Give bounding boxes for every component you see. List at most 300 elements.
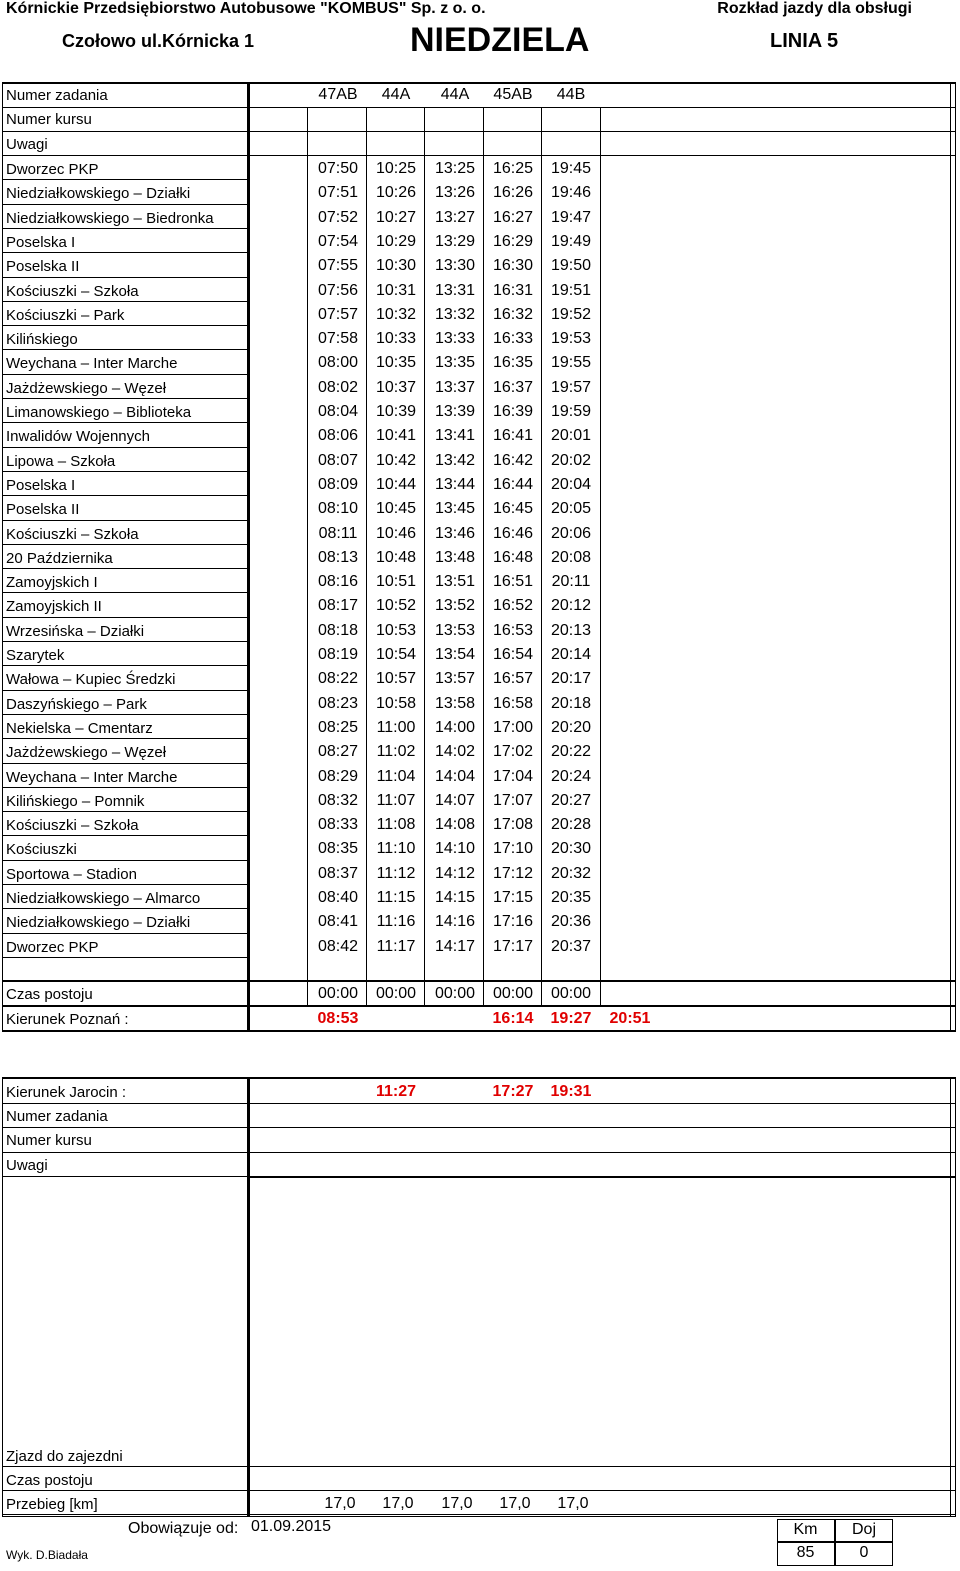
departure-time: 10:58 — [375, 694, 417, 712]
stop-name: Daszyńskiego – Park — [6, 695, 147, 713]
line-number: LINIA 5 — [770, 30, 839, 52]
departure-time: 08:42 — [317, 937, 359, 955]
departure-time: 14:15 — [434, 889, 476, 906]
course-number-label-bottom: Numer kursu — [6, 1132, 92, 1149]
departure-time: 07:50 — [317, 160, 359, 177]
grid-line — [950, 1077, 951, 1517]
grid-line — [2, 277, 249, 278]
departure-time: 13:39 — [434, 403, 476, 420]
stop-name: Zamoyjskich I — [6, 574, 98, 592]
departure-time: 14:08 — [434, 816, 476, 834]
departure-time: 13:27 — [434, 208, 476, 226]
departure-time: 08:41 — [317, 913, 359, 931]
departure-time: 19:59 — [550, 403, 592, 420]
departure-time: 14:00 — [434, 718, 476, 736]
departure-time: 08:19 — [317, 646, 359, 663]
departure-time: 10:46 — [375, 524, 417, 542]
departure-time: 13:30 — [434, 257, 476, 275]
stop-name: Wałowa – Kupiec Średzki — [6, 671, 176, 689]
departure-time: 08:37 — [317, 864, 359, 882]
departure-time: 13:54 — [434, 646, 476, 663]
departure-time: 11:02 — [376, 743, 416, 761]
departure-time: 20:27 — [550, 791, 592, 809]
departure-time: 16:25 — [492, 160, 534, 177]
departure-time: 08:10 — [317, 500, 359, 518]
poznan-direction-label: Kierunek Poznań : — [6, 1011, 129, 1028]
stop-name: Nekielska – Cmentarz — [6, 719, 153, 737]
departure-time: 20:02 — [550, 451, 592, 469]
departure-time: 08:32 — [317, 791, 359, 809]
grid-line — [2, 544, 249, 545]
grid-line — [2, 592, 249, 593]
departure-time: 20:11 — [551, 573, 591, 591]
grid-line — [2, 520, 249, 521]
departure-time: 13:32 — [434, 305, 476, 323]
notes-label-bottom: Uwagi — [6, 1157, 48, 1174]
departure-time: 08:27 — [317, 743, 359, 761]
departure-time: 17:17 — [492, 937, 534, 955]
mileage-label: Przebieg [km] — [6, 1496, 98, 1513]
grid-line — [600, 107, 601, 980]
grid-line — [307, 107, 308, 980]
poznan-connection-time: 08:53 — [317, 1010, 359, 1027]
stop-name: Poselska II — [6, 501, 80, 519]
grid-line — [2, 1077, 3, 1517]
departure-time: 13:52 — [434, 597, 476, 615]
jarocin-connection-time: 17:27 — [492, 1083, 534, 1100]
grid-line — [955, 82, 956, 1032]
stop-name: Sportowa – Stadion — [6, 865, 137, 883]
grid-line — [2, 301, 249, 302]
departure-time: 08:33 — [317, 816, 359, 834]
grid-line — [2, 811, 249, 812]
jarocin-connection-time: 19:31 — [550, 1083, 592, 1100]
departure-time: 20:13 — [550, 621, 592, 639]
grid-line — [2, 665, 249, 666]
grid-line — [2, 1466, 956, 1467]
mileage-value: 17,0 — [557, 1495, 589, 1512]
departure-time: 14:02 — [434, 743, 476, 761]
departure-time: 08:04 — [317, 403, 359, 420]
grid-line — [2, 835, 249, 836]
departure-time: 16:29 — [492, 232, 534, 250]
stop-name: Niedziałkowskiego – Działki — [6, 914, 191, 932]
departure-time: 11:16 — [376, 913, 416, 931]
stop-name: Weychana – Inter Marche — [6, 768, 178, 786]
departure-time: 10:52 — [375, 597, 417, 615]
departure-time: 16:37 — [492, 378, 534, 396]
departure-time: 08:35 — [317, 840, 359, 858]
grid-line — [2, 1127, 956, 1128]
notes-label: Uwagi — [6, 136, 48, 153]
departure-time: 17:12 — [492, 864, 534, 882]
grid-line — [2, 714, 249, 715]
departure-time: 16:42 — [492, 451, 534, 469]
departure-time: 13:58 — [434, 694, 476, 712]
departure-time: 08:25 — [317, 718, 359, 736]
stop-name: Niedziałkowskiego – Działki — [6, 185, 191, 203]
departure-time: 17:07 — [492, 791, 534, 809]
grid-line — [247, 1177, 956, 1178]
departure-time: 16:58 — [492, 694, 534, 712]
departure-time: 10:25 — [375, 160, 417, 177]
stop-name: Poselska I — [6, 233, 76, 251]
departure-time: 07:54 — [317, 232, 359, 250]
departure-time: 20:22 — [550, 743, 592, 761]
departure-time: 11:17 — [376, 937, 416, 955]
departure-time: 19:52 — [550, 305, 592, 323]
departure-time: 13:25 — [434, 160, 476, 177]
departure-time: 20:28 — [550, 816, 592, 834]
departure-time: 13:48 — [434, 548, 476, 566]
stop-name: Dworzec PKP — [6, 161, 99, 178]
departure-time: 10:48 — [375, 548, 417, 566]
grid-line — [2, 349, 249, 350]
km-summary-box — [777, 1519, 893, 1566]
departure-time: 11:08 — [376, 816, 416, 834]
grid-line — [2, 1490, 956, 1491]
departure-time: 10:35 — [375, 354, 417, 372]
departure-time: 14:17 — [434, 937, 476, 955]
grid-line — [2, 568, 249, 569]
layover-label: Czas postoju — [6, 986, 93, 1003]
departure-time: 17:04 — [492, 767, 534, 785]
departure-time: 20:35 — [550, 889, 592, 906]
grid-line — [2, 155, 249, 156]
departure-time: 19:53 — [550, 330, 592, 348]
departure-time: 17:08 — [492, 816, 534, 834]
departure-time: 16:39 — [492, 403, 534, 420]
departure-time: 11:04 — [376, 767, 416, 785]
stop-name: Niedziałkowskiego – Almarco — [6, 890, 201, 907]
grid-line — [2, 82, 956, 84]
departure-time: 10:32 — [375, 305, 417, 323]
departure-time: 08:06 — [317, 427, 359, 445]
jarocin-connection-time: 11:27 — [375, 1083, 417, 1100]
mileage-value: 17,0 — [441, 1495, 473, 1512]
departure-time: 08:23 — [317, 694, 359, 712]
grid-line — [600, 982, 601, 1006]
valid-from-date: 01.09.2015 — [251, 1518, 332, 1535]
departure-time: 10:39 — [375, 403, 417, 420]
grid-line — [2, 1514, 956, 1515]
departure-time: 13:35 — [434, 354, 476, 372]
layover-label-bottom: Czas postoju — [6, 1472, 93, 1489]
mileage-value: 17,0 — [499, 1495, 531, 1512]
departure-time: 08:18 — [317, 621, 359, 639]
stop-name: Jażdżewskiego – Węzeł — [6, 744, 167, 762]
departure-time: 08:13 — [317, 548, 359, 566]
departure-time: 16:45 — [492, 500, 534, 518]
departure-time: 16:52 — [492, 597, 534, 615]
grid-line — [2, 763, 249, 764]
departure-time: 13:31 — [434, 281, 476, 299]
day-title: NIEDZIELA — [410, 21, 590, 59]
grid-line — [2, 617, 249, 618]
jarocin-direction-label: Kierunek Jarocin : — [6, 1084, 127, 1101]
stop-name: Kościuszki — [6, 841, 77, 859]
grid-line — [2, 398, 249, 399]
departure-time: 14:10 — [434, 840, 476, 858]
stop-name: 20 Października — [6, 549, 113, 567]
grid-line — [2, 1103, 956, 1104]
departure-time: 16:32 — [492, 305, 534, 323]
stop-name: Limanowskiego – Biblioteka — [6, 404, 192, 421]
grid-line — [2, 107, 956, 108]
stop-name: Kilińskiego — [6, 331, 78, 349]
departure-time: 08:07 — [317, 451, 359, 469]
departure-time: 07:51 — [317, 184, 359, 202]
layover-time: 00:00 — [550, 985, 592, 1002]
grid-line — [2, 641, 249, 642]
stop-name: Weychana – Inter Marche — [6, 355, 178, 373]
departure-time: 13:57 — [434, 670, 476, 688]
departure-time: 11:07 — [376, 791, 416, 809]
departure-time: 19:57 — [550, 378, 592, 396]
doj-value: 0 — [859, 1544, 869, 1561]
grid-line — [249, 1077, 250, 1517]
grid-line — [2, 738, 249, 739]
departure-time: 11:12 — [376, 864, 416, 882]
departure-time: 10:45 — [375, 500, 417, 518]
grid-line — [2, 690, 249, 691]
grid-line — [2, 82, 3, 1032]
departure-time: 16:31 — [492, 281, 534, 299]
stop-name: Kilińskiego – Pomnik — [6, 792, 145, 810]
departure-time: 07:55 — [317, 257, 359, 275]
grid-line — [2, 1030, 956, 1032]
grid-line — [2, 325, 249, 326]
departure-time: 07:57 — [317, 305, 359, 323]
departure-time: 20:04 — [550, 475, 592, 493]
departure-time: 14:16 — [434, 913, 476, 931]
grid-line — [2, 204, 249, 205]
departure-time: 16:41 — [492, 427, 534, 445]
departure-time: 13:37 — [434, 378, 476, 396]
departure-time: 10:30 — [375, 257, 417, 275]
grid-line — [2, 447, 249, 448]
departure-time: 08:16 — [317, 573, 359, 591]
grid-line — [2, 422, 249, 423]
departure-time: 20:08 — [550, 548, 592, 566]
mileage-value: 17,0 — [382, 1495, 414, 1512]
grid-line — [249, 82, 250, 1032]
poznan-connection-time: 16:14 — [492, 1010, 534, 1027]
layover-time: 00:00 — [317, 985, 359, 1002]
departure-time: 13:44 — [434, 475, 476, 493]
departure-time: 13:42 — [434, 451, 476, 469]
poznan-connection-time: 19:27 — [550, 1010, 592, 1027]
departure-time: 10:37 — [375, 378, 417, 396]
departure-time: 10:33 — [375, 330, 417, 348]
departure-time: 08:40 — [317, 889, 359, 906]
departure-time: 10:27 — [375, 208, 417, 226]
departure-time: 19:49 — [550, 232, 592, 250]
departure-time: 20:05 — [550, 500, 592, 518]
layover-time: 00:00 — [492, 985, 534, 1002]
company-name: Kórnickie Przedsiębiorstwo Autobusowe "KOMBUS" Sp. z o. o. — [6, 0, 486, 17]
stop-name: Kościuszki – Szkoła — [6, 525, 139, 543]
task-number-cell: 44A — [440, 86, 470, 103]
departure-time: 11:10 — [376, 840, 416, 858]
grid-line — [2, 1077, 956, 1079]
departure-time: 14:04 — [434, 767, 476, 785]
depot-label: Zjazd do zajezdni — [6, 1448, 123, 1465]
stop-name: Poselska II — [6, 258, 80, 276]
departure-time: 13:45 — [434, 500, 476, 518]
departure-time: 20:17 — [550, 670, 592, 688]
course-number-label: Numer kursu — [6, 111, 92, 128]
stop-name: Kościuszki – Park — [6, 306, 125, 324]
grid-line — [2, 1006, 956, 1007]
stop-name: Szarytek — [6, 647, 65, 664]
grid-line — [2, 933, 249, 934]
departure-time: 20:36 — [550, 913, 592, 931]
mileage-value: 17,0 — [324, 1495, 356, 1512]
valid-from-label: Obowiązuje od: — [128, 1520, 239, 1537]
departure-time: 20:37 — [550, 937, 592, 955]
departure-time: 13:41 — [434, 427, 476, 445]
departure-time: 14:12 — [434, 864, 476, 882]
departure-time: 16:44 — [492, 475, 534, 493]
stop-name: Wrzesińska – Działki — [6, 622, 145, 640]
stop-name: Lipowa – Szkoła — [6, 452, 116, 470]
departure-time: 16:26 — [492, 184, 534, 202]
stop-name: Kościuszki – Szkoła — [6, 817, 139, 835]
grid-line — [2, 860, 249, 861]
departure-time: 13:26 — [434, 184, 476, 202]
departure-time: 10:29 — [375, 232, 417, 250]
departure-time: 19:51 — [550, 281, 592, 299]
grid-line — [2, 252, 249, 253]
departure-time: 19:50 — [550, 257, 592, 275]
task-number-label: Numer zadania — [6, 87, 108, 104]
layover-time: 00:00 — [375, 985, 417, 1002]
departure-time: 11:15 — [376, 889, 416, 906]
task-number-label-bottom: Numer zadania — [6, 1108, 108, 1125]
stop-name: Kościuszki – Szkoła — [6, 282, 139, 300]
departure-time: 07:52 — [317, 208, 359, 226]
departure-time: 10:54 — [375, 646, 417, 663]
grid-line — [2, 374, 249, 375]
departure-time: 16:33 — [492, 330, 534, 348]
departure-time: 19:45 — [550, 160, 592, 177]
departure-time: 20:24 — [550, 767, 592, 785]
grid-line — [2, 1152, 956, 1153]
departure-time: 07:58 — [317, 330, 359, 348]
departure-time: 10:53 — [375, 621, 417, 639]
departure-time: 16:35 — [492, 354, 534, 372]
departure-time: 08:17 — [317, 597, 359, 615]
stop-name: Inwalidów Wojennych — [6, 428, 150, 446]
departure-time: 07:56 — [317, 281, 359, 299]
departure-time: 19:55 — [550, 354, 592, 372]
departure-time: 08:29 — [317, 767, 359, 785]
departure-time: 10:42 — [375, 451, 417, 469]
stop-name: Niedziałkowskiego – Biedronka — [6, 209, 214, 227]
departure-time: 13:33 — [434, 330, 476, 348]
task-number-cell: 45AB — [493, 86, 533, 103]
departure-time: 16:30 — [492, 257, 534, 275]
departure-time: 16:57 — [492, 670, 534, 688]
grid-line — [2, 957, 249, 958]
grid-line — [950, 82, 951, 1032]
departure-time: 19:47 — [550, 208, 592, 226]
km-value: 85 — [796, 1544, 815, 1561]
departure-time: 16:53 — [492, 621, 534, 639]
departure-time: 20:12 — [550, 597, 592, 615]
start-point: Czołowo ul.Kórnicka 1 — [62, 31, 255, 51]
departure-time: 16:48 — [492, 548, 534, 566]
departure-time: 08:11 — [318, 524, 358, 542]
departure-time: 10:57 — [375, 670, 417, 688]
departure-time: 17:02 — [492, 743, 534, 761]
departure-time: 10:41 — [375, 427, 417, 445]
task-number-cell: 47AB — [318, 86, 358, 103]
grid-line — [2, 884, 249, 885]
departure-time: 13:46 — [434, 524, 476, 542]
stop-name: Jażdżewskiego – Węzeł — [6, 379, 167, 397]
departure-time: 16:51 — [492, 573, 534, 591]
departure-time: 17:15 — [492, 889, 534, 906]
departure-time: 16:27 — [492, 208, 534, 226]
grid-line — [2, 787, 249, 788]
grid-line — [2, 471, 249, 472]
km-label: Km — [793, 1521, 818, 1538]
task-number-cell: 44B — [556, 86, 586, 103]
departure-time: 10:44 — [375, 475, 417, 493]
departure-time: 20:18 — [550, 694, 592, 712]
departure-time: 10:26 — [375, 184, 417, 202]
doj-label: Doj — [851, 1521, 876, 1538]
departure-time: 16:46 — [492, 524, 534, 542]
departure-time: 11:00 — [376, 718, 416, 736]
departure-time: 14:07 — [434, 791, 476, 809]
grid-line — [2, 131, 956, 132]
departure-time: 13:29 — [434, 232, 476, 250]
layover-time: 00:00 — [434, 985, 476, 1002]
grid-line — [2, 908, 249, 909]
departure-time: 19:46 — [550, 184, 592, 202]
grid-line — [2, 495, 249, 496]
schedule-type: Rozkład jazdy dla obsługi — [717, 0, 912, 17]
departure-time: 10:51 — [375, 573, 417, 591]
grid-line — [307, 982, 308, 1006]
departure-time: 08:22 — [317, 670, 359, 688]
departure-time: 20:30 — [550, 840, 592, 858]
departure-time: 17:00 — [492, 718, 534, 736]
departure-time: 20:20 — [550, 718, 592, 736]
stop-name: Dworzec PKP — [6, 938, 99, 956]
departure-time: 08:09 — [317, 475, 359, 493]
task-number-cell: 44A — [381, 86, 411, 103]
stop-name: Zamoyjskich II — [6, 598, 102, 616]
poznan-connection-time: 20:51 — [609, 1010, 651, 1027]
author-note: Wyk. D.Biadała — [6, 1548, 88, 1562]
grid-line — [2, 179, 249, 180]
departure-time: 20:32 — [550, 864, 592, 882]
departure-time: 13:51 — [434, 573, 476, 591]
grid-line — [2, 1516, 956, 1517]
grid-line — [2, 228, 249, 229]
departure-time: 08:02 — [317, 378, 359, 396]
departure-time: 20:01 — [550, 427, 592, 445]
departure-time: 08:00 — [317, 354, 359, 372]
departure-time: 17:10 — [492, 840, 534, 858]
stop-name: Poselska I — [6, 476, 76, 494]
departure-time: 13:53 — [434, 621, 476, 639]
departure-time: 10:31 — [375, 281, 417, 299]
